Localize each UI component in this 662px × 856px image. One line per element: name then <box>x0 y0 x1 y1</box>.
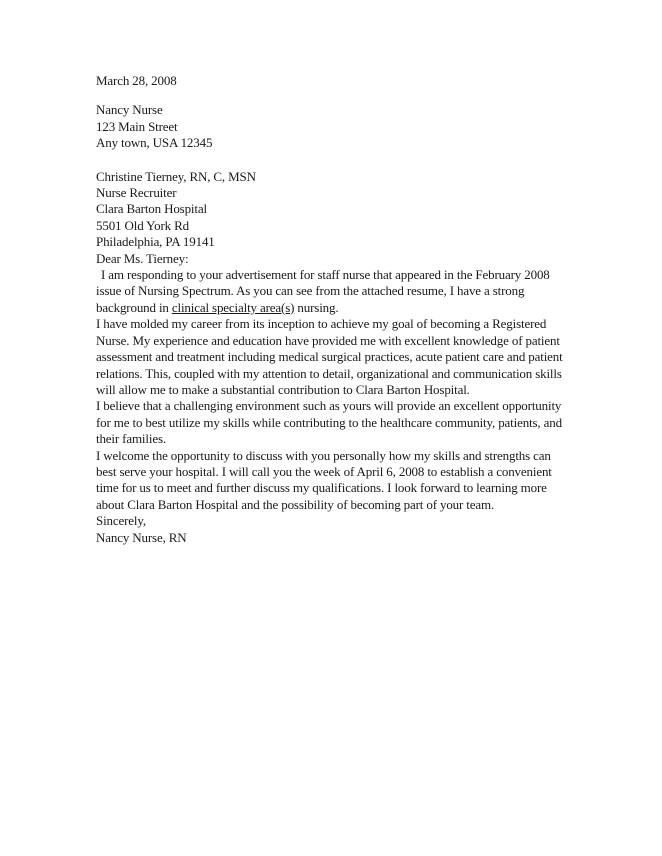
letter-date: March 28, 2008 <box>96 73 177 88</box>
recipient-company: Clara Barton Hospital <box>96 201 207 217</box>
cover-letter <box>96 73 570 546</box>
recipient-address <box>96 169 570 251</box>
recipient-name: Christine Tierney, RN, C, MSN <box>96 168 256 184</box>
signature-name: Nancy Nurse, RN <box>96 529 187 545</box>
paragraph-1-text-before: I am responding to your advertisement for staff nurse that appeared in the February 2008 issue of Nursing Spectrum. As you can see from the attached resume, I have a strong background in <box>96 267 550 315</box>
sender-street: 123 Main Street <box>96 118 178 134</box>
recipient-city: Philadelphia, PA 19141 <box>96 234 215 250</box>
body-paragraph-3: I believe that a challenging environment such as yours will provide an excellent opportunity for me to best utilize my skills while contributing to the healthcare community, patients, and their families. <box>96 398 562 447</box>
salutation: Dear Ms. Tierney: <box>96 250 189 266</box>
closing: Sincerely, <box>96 513 146 529</box>
body-paragraph-1 <box>96 267 570 316</box>
recipient-street: 5501 Old York Rd <box>96 217 189 233</box>
body-paragraph-4: I welcome the opportunity to discuss with you personally how my skills and strengths can best serve your hospital. I will call you the week of April 6, 2008 to establish a convenient time for us to meet and further discuss my qualifications. I look forward to learning more about Clara Barton Hospital and the possibility of becoming part of your team. <box>96 447 552 512</box>
sender-address <box>96 102 570 151</box>
recipient-title: Nurse Recruiter <box>96 185 177 201</box>
sender-name: Nancy Nurse <box>96 102 163 118</box>
body-paragraph-2: I have molded my career from its inception to achieve my goal of becoming a Registered Nurse. My experience and education have provided me with excellent knowledge of patient assessment and treatment including medical surgical practices, acute patient care and patient relations. This, coupled with my attention to detail, organizational and communication skills will allow me to make a substantial contribution to Clara Barton Hospital. <box>96 316 563 397</box>
paragraph-1-underlined-phrase: clinical specialty area(s) <box>171 299 295 315</box>
sender-city: Any town, USA 12345 <box>96 135 213 151</box>
paragraph-1-text-after: nursing. <box>294 299 339 315</box>
